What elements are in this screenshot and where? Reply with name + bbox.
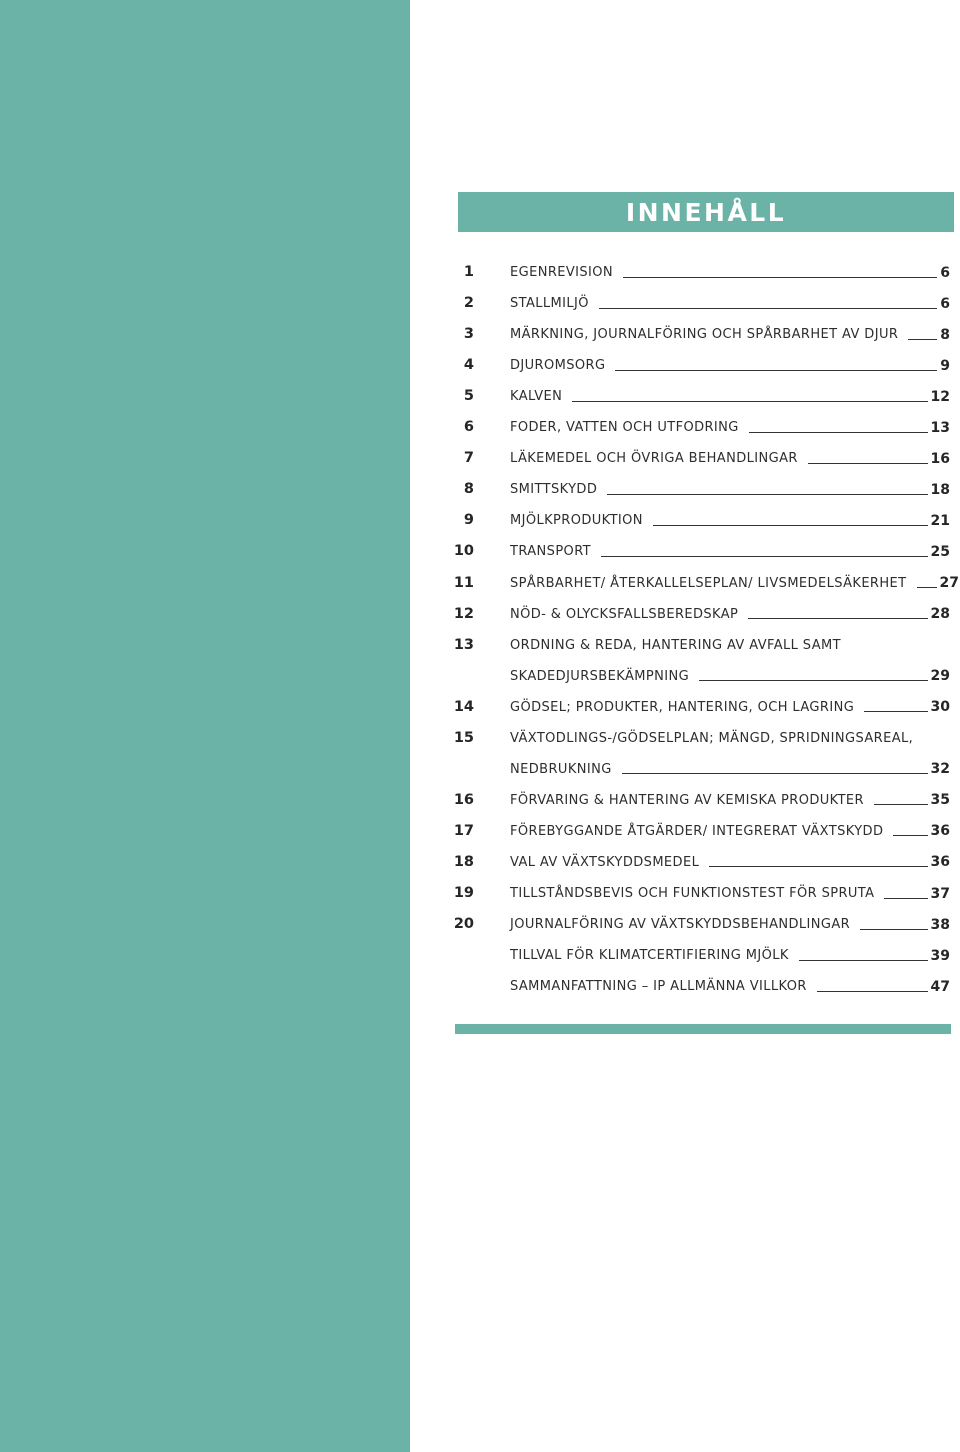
toc-entry-line (510, 568, 959, 599)
toc-entry-line (510, 381, 950, 412)
toc-entry[interactable] (450, 599, 950, 630)
toc-leader-line (748, 618, 927, 619)
toc-entry-line (510, 909, 950, 940)
toc-entry-title: MÄRKNING, JOURNALFÖRING OCH SPÅRBARHET AV DJUR (510, 327, 899, 343)
toc-leader-line (917, 587, 937, 588)
toc-entry-title: SMITTSKYDD (510, 482, 598, 498)
toc-entry[interactable] (450, 661, 950, 692)
toc-entry-page: 13 (930, 419, 950, 436)
toc-leader-line (615, 370, 937, 371)
toc-leader-line (572, 401, 927, 402)
toc-entry-title: FODER, VATTEN OCH UTFODRING (510, 420, 739, 436)
toc-entry-page: 25 (930, 543, 950, 560)
toc-entry-line (510, 350, 950, 381)
toc-entry[interactable] (450, 847, 950, 878)
toc-entry-page: 39 (930, 947, 950, 964)
toc-entry-title: TILLSTÅNDSBEVIS OCH FUNKTIONSTEST FÖR SPRUTA (510, 886, 875, 901)
toc-entry-number: 11 (453, 574, 474, 591)
toc-entry-title: SKADEDJURSBEKÄMPNING (510, 668, 690, 684)
toc-entry-number: 1 (463, 264, 474, 280)
toc-entry-number: 14 (453, 698, 474, 715)
toc-entry[interactable] (450, 443, 950, 474)
toc-entry-number: 2 (463, 295, 474, 312)
toc-entry-title: MJÖLKPRODUKTION (510, 513, 643, 529)
toc-leader-line (893, 835, 927, 836)
toc-entry-number: 12 (453, 605, 474, 622)
toc-entry-title: VAL AV VÄXTSKYDDSMEDEL (510, 854, 700, 870)
toc-leader-line (607, 494, 927, 495)
toc-entry-page: 6 (940, 264, 950, 281)
toc-leader-line (799, 960, 928, 961)
toc-entry-page: 38 (930, 916, 950, 933)
toc-entry-number: 20 (453, 916, 474, 933)
toc-entry-line (510, 940, 950, 971)
toc-entry[interactable] (450, 940, 950, 971)
toc-entry-line (510, 505, 950, 536)
toc-entry-line (510, 785, 950, 816)
toc-entry-line (510, 599, 950, 630)
toc-entry[interactable] (450, 536, 950, 567)
toc-entry[interactable] (450, 692, 950, 723)
toc-leader-line (653, 525, 928, 526)
toc-entry[interactable] (450, 878, 950, 909)
toc-leader-line (749, 432, 928, 433)
toc-entry-line (510, 443, 950, 474)
toc-leader-line (709, 866, 927, 867)
toc-entry[interactable] (450, 412, 950, 443)
toc-entry-page: 9 (940, 357, 950, 374)
toc-entry-page: 6 (940, 295, 950, 312)
toc-leader-line (864, 711, 927, 712)
toc-entry[interactable] (450, 505, 950, 536)
toc-entry-line (510, 692, 950, 723)
toc-leader-line (699, 680, 927, 681)
toc-entry-line (510, 630, 950, 661)
toc-entry-title: VÄXTODLINGS-/GÖDSELPLAN; MÄNGD, SPRIDNINGSAREAL, (510, 730, 914, 746)
toc-leader-line (817, 991, 928, 992)
toc-entry-line (510, 257, 950, 288)
toc-entry-line (510, 536, 950, 567)
toc-entry-number: 8 (463, 481, 474, 498)
toc-entry[interactable] (450, 319, 950, 350)
toc-entry-number: 15 (453, 729, 474, 746)
toc-entry-page: 12 (930, 388, 950, 405)
toc-entry-title: KALVEN (510, 389, 563, 405)
toc-entry-page: 47 (930, 978, 950, 995)
toc-entry-number: 19 (453, 885, 474, 901)
toc-bottom-rule (455, 1024, 951, 1034)
toc-entry-number: 13 (453, 636, 474, 653)
toc-entry-line (510, 412, 950, 443)
toc-leader-line (808, 463, 928, 464)
toc-leader-line (623, 277, 937, 278)
toc-entry-number: 3 (463, 326, 474, 343)
toc-entry[interactable] (450, 474, 950, 505)
toc-entry-number: 5 (463, 388, 474, 405)
toc-entry-title: FÖREBYGGANDE ÅTGÄRDER/ INTEGRERAT VÄXTSKYDD (510, 823, 884, 839)
toc-leader-line (884, 898, 927, 899)
toc-entry-number: 9 (463, 512, 474, 529)
toc-entry-title: DJUROMSORG (510, 358, 606, 374)
toc-entry-page: 32 (930, 761, 950, 778)
toc-leader-line (860, 929, 927, 930)
toc-entry[interactable] (450, 971, 950, 1002)
toc-entry-number: 16 (453, 791, 474, 808)
toc-entry[interactable] (450, 630, 950, 661)
toc-entry-line (510, 288, 950, 319)
toc-entry[interactable] (450, 909, 950, 940)
toc-entry-title: NÖD- & OLYCKSFALLSBEREDSKAP (510, 606, 739, 622)
toc-entry-line (510, 474, 950, 505)
toc-entry-page: 35 (930, 792, 950, 809)
toc-heading-bar (458, 192, 954, 232)
toc-entry[interactable] (450, 568, 959, 599)
toc-entry[interactable] (450, 816, 950, 847)
toc-entry[interactable] (450, 785, 950, 816)
toc-leader-line (601, 556, 927, 557)
toc-entry-title: SAMMANFATTNING – IP ALLMÄNNA VILLKOR (510, 979, 807, 995)
toc-entry-page: 27 (939, 575, 959, 591)
toc-entry[interactable] (450, 723, 950, 754)
toc-entry[interactable] (450, 350, 950, 381)
toc-entry-page: 37 (930, 885, 950, 902)
toc-entry-number: 18 (453, 853, 474, 870)
toc-entry[interactable] (450, 288, 950, 319)
toc-entry-title: TRANSPORT (510, 544, 592, 560)
toc-heading: INNEHÅLL (625, 198, 787, 227)
toc-entry-number: 7 (463, 450, 474, 467)
toc-entry-title: FÖRVARING & HANTERING AV KEMISKA PRODUKTER (510, 792, 864, 808)
toc-entry-page: 21 (930, 512, 950, 529)
toc-entry-title: NEDBRUKNING (510, 761, 612, 777)
toc-entry-line (510, 878, 950, 909)
toc-entry-title: TILLVAL FÖR KLIMATCERTIFIERING MJÖLK (510, 948, 789, 964)
toc-entry-title: SPÅRBARHET/ ÅTERKALLELSEPLAN/ LIVSMEDELSÄKERHET (510, 575, 907, 591)
toc-entry-page: 30 (930, 699, 950, 716)
toc-entry-page: 29 (930, 668, 950, 685)
toc-entry-page: 36 (930, 854, 950, 871)
toc-entry-line (510, 319, 950, 350)
toc-entry-title: STALLMILJÖ (510, 296, 589, 312)
side-color-panel (0, 0, 410, 1452)
toc-entry-line (510, 971, 950, 1002)
toc-entry-number: 10 (453, 543, 474, 560)
toc-entry-title: EGENREVISION (510, 265, 614, 280)
toc-entry-number: 6 (463, 419, 474, 436)
toc-leader-line (908, 339, 937, 340)
toc-leader-line (622, 773, 928, 774)
toc-entry[interactable] (450, 257, 950, 288)
toc-entry[interactable] (450, 754, 950, 785)
toc-entry-title: LÄKEMEDEL OCH ÖVRIGA BEHANDLINGAR (510, 451, 798, 467)
toc-entry-number: 17 (453, 822, 474, 839)
toc-entry-line (510, 816, 950, 847)
toc-entry-page: 28 (930, 606, 950, 623)
toc-entry-line (510, 847, 950, 878)
toc-leader-line (599, 308, 937, 309)
toc-entry[interactable] (450, 381, 950, 412)
toc-entry-title: ORDNING & REDA, HANTERING AV AVFALL SAMT (510, 637, 841, 653)
toc-entry-page: 18 (930, 481, 950, 498)
toc-entry-line (510, 723, 950, 754)
toc-entry-page: 36 (930, 823, 950, 840)
toc-entry-title: JOURNALFÖRING AV VÄXTSKYDDSBEHANDLINGAR (510, 917, 851, 933)
toc-entry-number: 4 (463, 357, 474, 374)
toc-entry-page: 16 (930, 450, 950, 467)
toc-entry-line (510, 661, 950, 692)
toc-entry-title: GÖDSEL; PRODUKTER, HANTERING, OCH LAGRING (510, 699, 855, 715)
toc-entry-page: 8 (940, 326, 950, 343)
toc-entry-line (510, 754, 950, 785)
toc-leader-line (874, 804, 928, 805)
